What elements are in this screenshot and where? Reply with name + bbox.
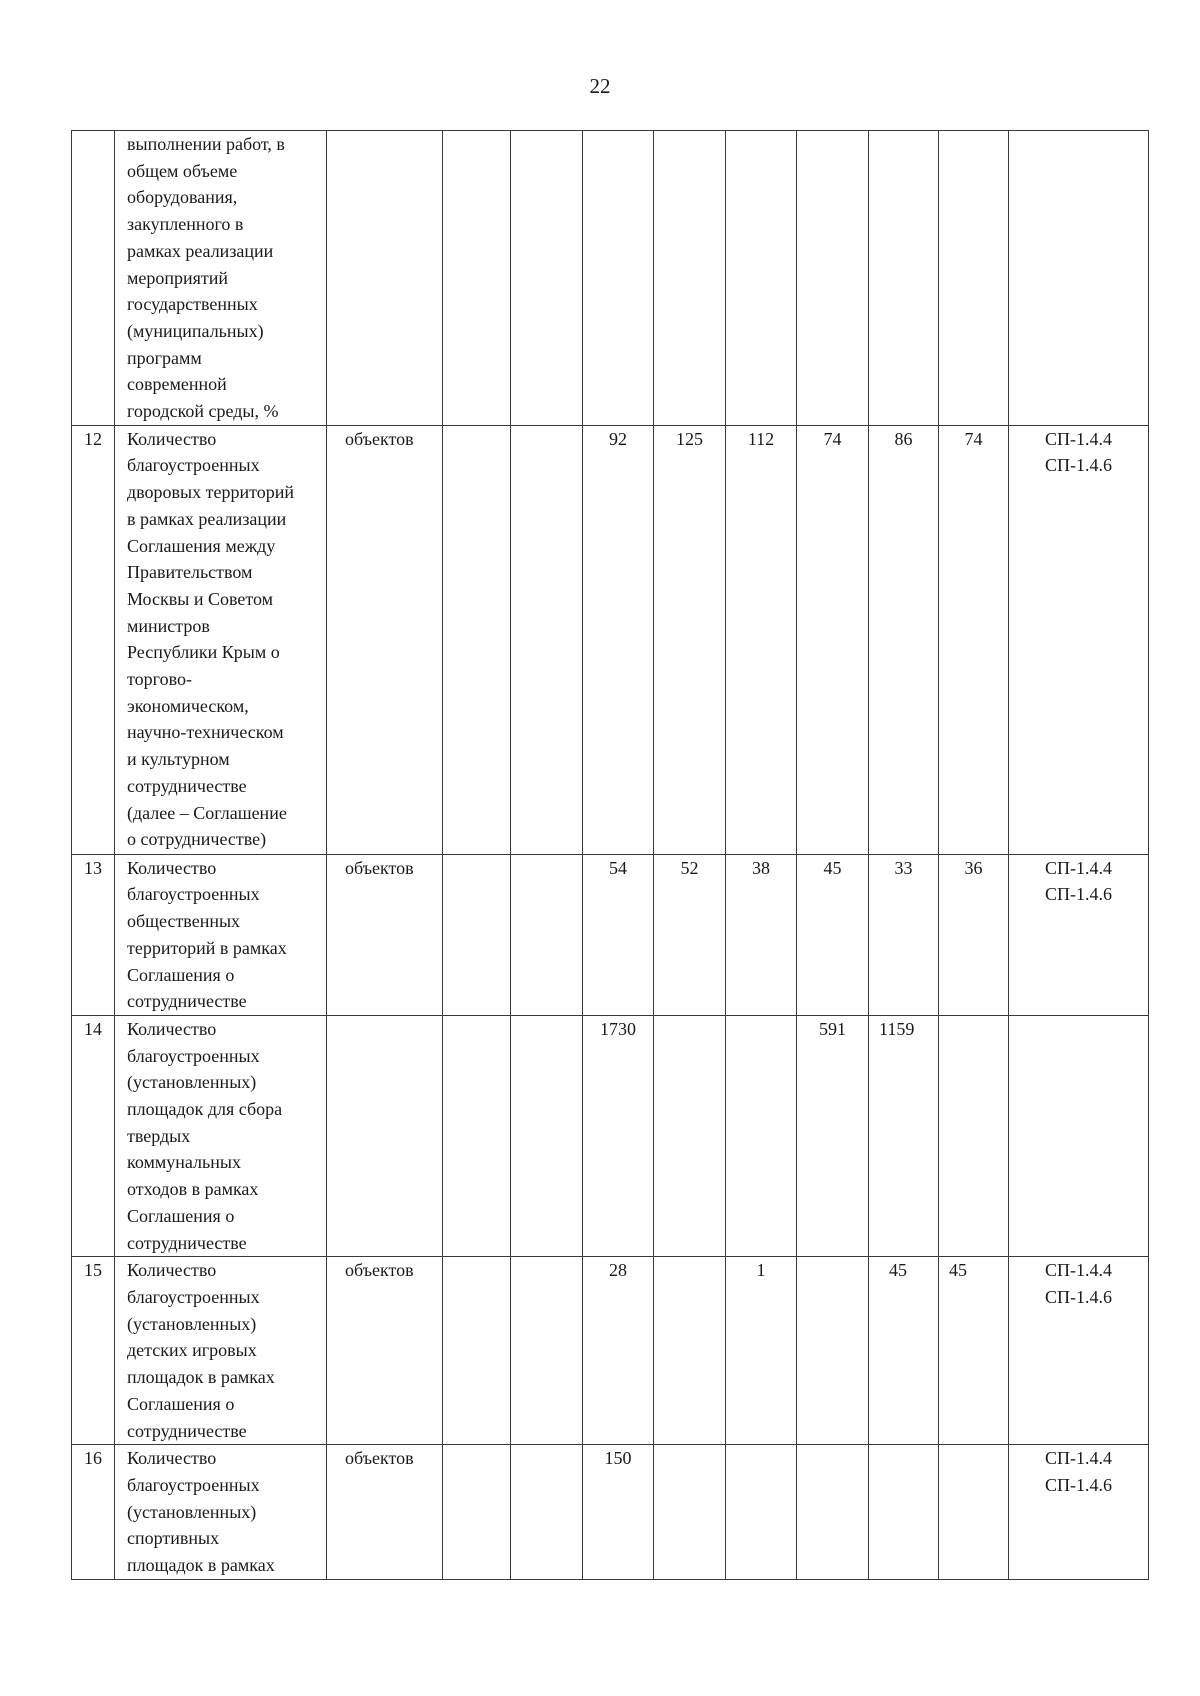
value-cell [511, 854, 583, 1015]
indicator-name-cell: Количество благоустроенных (установленных) площадок для сбора твердых коммунальных отходов в рамках Соглашения о сотрудничестве [115, 1015, 327, 1256]
value-cell: 150 [583, 1445, 654, 1580]
value-cell [583, 131, 654, 426]
unit-cell: объектов [327, 1257, 443, 1445]
value-cell [511, 1015, 583, 1256]
value-cell: 1159 [869, 1015, 939, 1256]
unit-cell [327, 131, 443, 426]
value-cell [654, 1015, 726, 1256]
row-number-cell [72, 131, 115, 426]
value-cell [443, 1015, 511, 1256]
unit-cell [327, 1015, 443, 1256]
value-cell [443, 131, 511, 426]
indicators-table [71, 130, 1149, 1580]
measure-code-cell [1009, 131, 1149, 426]
value-cell: 591 [797, 1015, 869, 1256]
unit-cell: объектов [327, 425, 443, 854]
value-cell [797, 131, 869, 426]
row-number-cell: 12 [72, 425, 115, 854]
value-cell [511, 1445, 583, 1580]
row-number-cell: 16 [72, 1445, 115, 1580]
indicator-name-cell: Количество благоустроенных (установленных) спортивных площадок в рамках [115, 1445, 327, 1580]
value-cell: 74 [939, 425, 1009, 854]
value-cell: 74 [797, 425, 869, 854]
value-cell: 45 [939, 1257, 1009, 1445]
value-cell: 45 [797, 854, 869, 1015]
value-cell [443, 854, 511, 1015]
value-cell [654, 1257, 726, 1445]
row-number-cell: 14 [72, 1015, 115, 1256]
value-cell [511, 425, 583, 854]
measure-code-cell [1009, 1015, 1149, 1256]
value-cell [511, 131, 583, 426]
table-row [72, 131, 1149, 426]
value-cell: 54 [583, 854, 654, 1015]
page-number: 22 [589, 74, 611, 98]
value-cell: 45 [869, 1257, 939, 1445]
value-cell [443, 1445, 511, 1580]
value-cell: 38 [726, 854, 797, 1015]
value-cell [869, 1445, 939, 1580]
table-row [72, 1445, 1149, 1580]
row-number-cell: 15 [72, 1257, 115, 1445]
value-cell [654, 131, 726, 426]
value-cell: 36 [939, 854, 1009, 1015]
measure-code-cell: СП-1.4.4 СП-1.4.6 [1009, 1445, 1149, 1580]
indicator-name-cell: Количество благоустроенных дворовых территорий в рамках реализации Соглашения между Правительством Москвы и Советом министров Республики Крым о торгово- экономическом, научно-техническом и культурном сотрудничестве (далее – Соглашение о сотрудничестве) [115, 425, 327, 854]
value-cell [726, 1445, 797, 1580]
indicator-name-cell: Количество благоустроенных общественных территорий в рамках Соглашения о сотрудничестве [115, 854, 327, 1015]
value-cell: 1 [726, 1257, 797, 1445]
value-cell [797, 1445, 869, 1580]
value-cell [654, 1445, 726, 1580]
indicator-name-cell: Количество благоустроенных (установленных) детских игровых площадок в рамках Соглашения о сотрудничестве [115, 1257, 327, 1445]
indicator-name-cell: выполнении работ, в общем объеме оборудования, закупленного в рамках реализации мероприятий государственных (муниципальных) программ современной городской среды, % [115, 131, 327, 426]
table-row [72, 425, 1149, 854]
measure-code-cell: СП-1.4.4 СП-1.4.6 [1009, 854, 1149, 1015]
measure-code-cell: СП-1.4.4 СП-1.4.6 [1009, 1257, 1149, 1445]
table-row [72, 854, 1149, 1015]
value-cell: 92 [583, 425, 654, 854]
value-cell [797, 1257, 869, 1445]
value-cell [939, 131, 1009, 426]
value-cell: 112 [726, 425, 797, 854]
unit-cell: объектов [327, 854, 443, 1015]
value-cell [726, 1015, 797, 1256]
value-cell [443, 1257, 511, 1445]
value-cell [511, 1257, 583, 1445]
value-cell [443, 425, 511, 854]
value-cell [939, 1445, 1009, 1580]
value-cell: 28 [583, 1257, 654, 1445]
value-cell: 52 [654, 854, 726, 1015]
value-cell: 1730 [583, 1015, 654, 1256]
value-cell: 86 [869, 425, 939, 854]
measure-code-cell: СП-1.4.4 СП-1.4.6 [1009, 425, 1149, 854]
table-row [72, 1015, 1149, 1256]
value-cell [726, 131, 797, 426]
row-number-cell: 13 [72, 854, 115, 1015]
value-cell: 33 [869, 854, 939, 1015]
table-row [72, 1257, 1149, 1445]
value-cell [939, 1015, 1009, 1256]
value-cell: 125 [654, 425, 726, 854]
value-cell [869, 131, 939, 426]
unit-cell: объектов [327, 1445, 443, 1580]
